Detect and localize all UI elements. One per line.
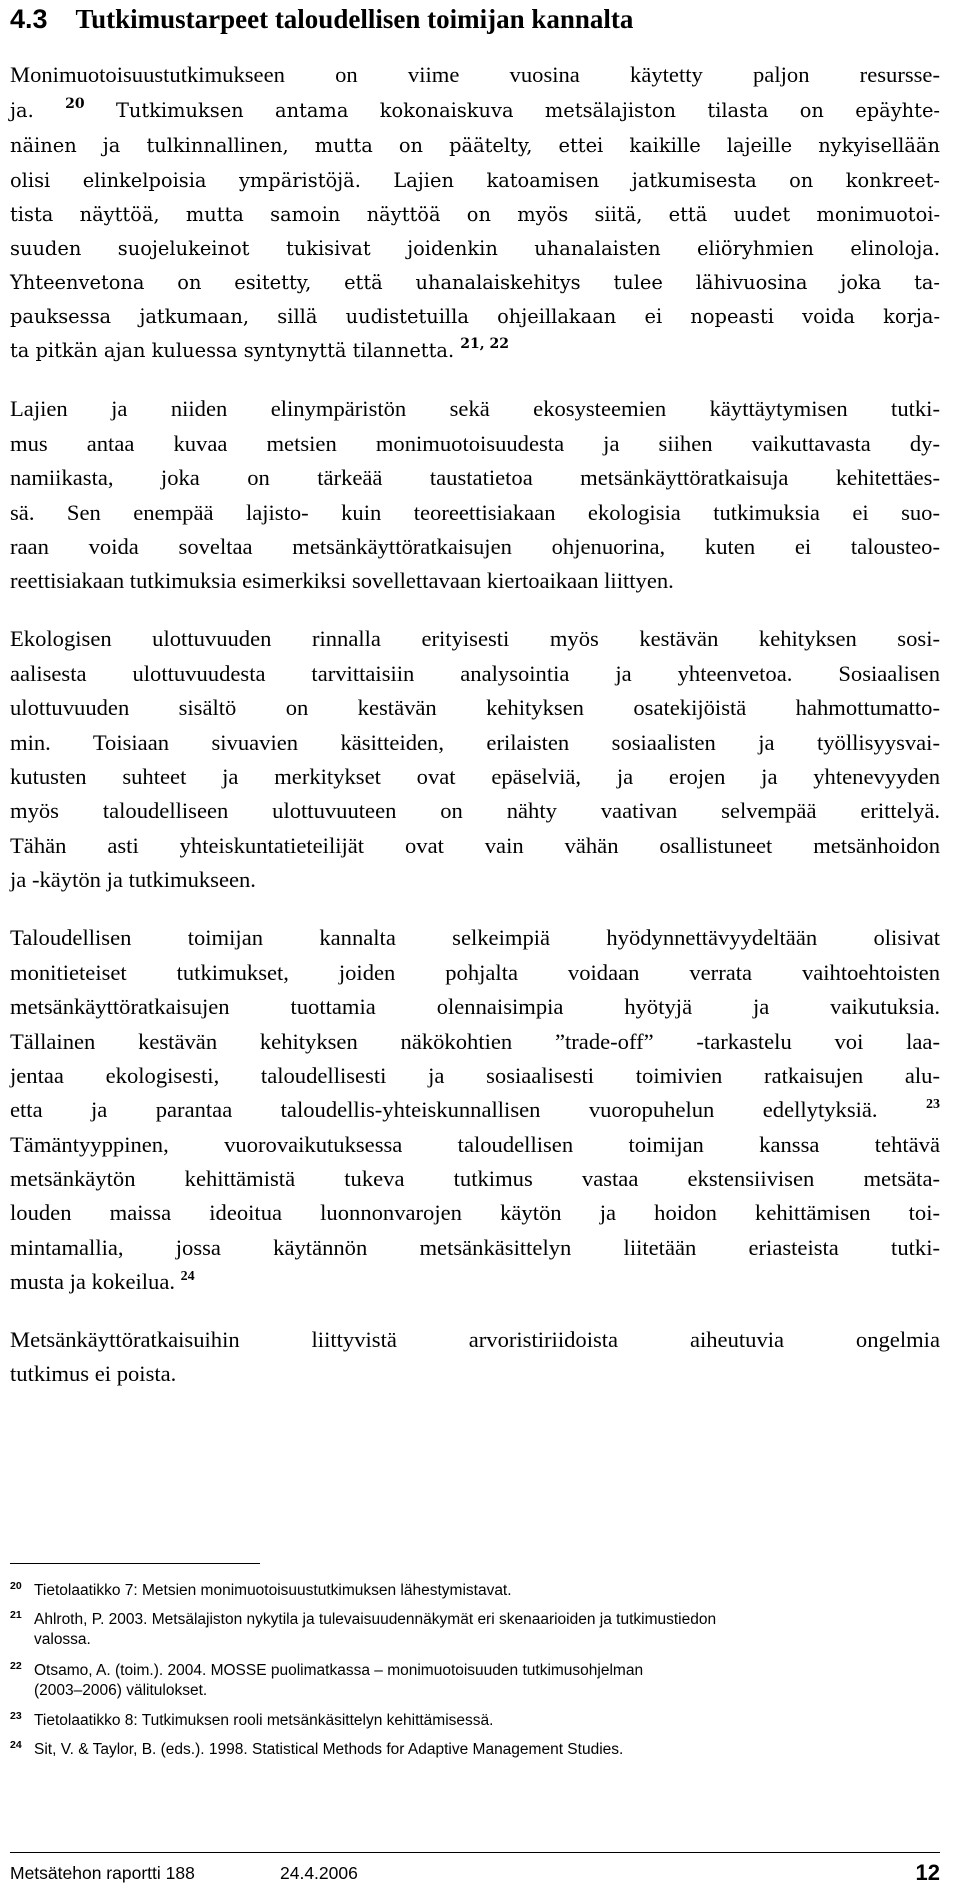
footnote-ref[interactable]: 21, 22 [460,336,509,352]
footnote-text: (2003–2006) välitulokset. [34,1682,208,1699]
page-number: 12 [915,1860,940,1885]
text-line: mintamallia, jossa käytännön metsänkäsittelyn liitetään eriasteista tutki- [10,1235,940,1260]
footnote-20 [10,1576,940,1601]
text-line: Taloudellisen toimijan kannalta selkeimpiä hyödynnettävyydeltään olisivat [10,925,940,950]
text-line: tutkimus ei poista. [10,1361,177,1386]
footnote-separator [10,1563,260,1564]
footnote-number: 24 [10,1739,22,1751]
text-line: Tähän asti yhteiskuntatieteilijät ovat vain vähän osallistuneet metsänhoidon [10,833,940,858]
text-line: metsänkäyttöratkaisujen tuottamia olennaisimpia hyötyjä ja vaikutuksia. [10,994,940,1019]
publication-name: Metsätehon raportti 188 [10,1863,195,1883]
footnote-ref[interactable]: 20 [65,96,85,112]
text-line: etta ja parantaa taloudellis-yhteiskunnallisen vuoropuhelun edellytyksiä. $^{23}$ [10,1097,940,1122]
footnote-24 [10,1735,940,1760]
text-line: raan voida soveltaa metsänkäyttöratkaisujen ohjenuorina, kuten ei talousteo- [10,534,940,559]
text-line: ta pitkän ajan kuluessa syntynyttä tilannetta. $^{21, 22}$ [10,336,509,362]
footnote-23 [10,1706,940,1731]
page-footer [10,1858,940,1888]
text-line: Metsänkäyttöratkaisuihin liittyvistä arvoristiriidoista aiheutuvia ongelmia [10,1327,940,1352]
text-line: kutusten suhteet ja merkitykset ovat epäselviä, ja erojen ja yhtenevyyden [10,764,940,789]
footnote-text: 23 Tietolaatikko 8: Tutkimuksen rooli metsänkäsittelyn kehittämisessä. [10,1706,940,1731]
text-line: myös taloudelliseen ulottuvuuteen on nähty vaativan selvempää erittelyä. [10,798,940,823]
text-line: louden maissa ideoitua luonnonvarojen käytön ja hoidon kehittämisen toi- [10,1200,940,1225]
text-line: aalisesta ulottuvuudesta tarvittaisiin analysointia ja yhteenvetoa. Sosiaalisen [10,661,940,686]
footnote-text: 20 Tietolaatikko 7: Metsien monimuotoisuustutkimuksen lähestymistavat. [10,1576,940,1601]
footnote-ref[interactable]: 23 [926,1097,940,1112]
text-line: Tällainen kestävän kehityksen näkökohtien ”trade-off” -tarkastelu voi laa- [10,1029,940,1054]
text-line: Yhteenvetona on esitetty, että uhanalaiskehitys tulee lähivuosina joka ta- [10,271,940,294]
footnote-ref[interactable]: 24 [180,1269,195,1284]
section-title: Tutkimustarpeet taloudellisen toimijan kannalta [75,4,634,34]
text-line: musta ja kokeilua. $^{24}$ [10,1269,195,1294]
footnote-text: valossa. [34,1631,91,1648]
footnote-number: 23 [10,1710,22,1722]
text-line: namiikasta, joka on tärkeää taustatietoa metsänkäyttöratkaisuja kehitettäes- [10,465,940,490]
text-line: ja -käytön ja tutkimukseen. [10,867,256,892]
footnote-21 [10,1605,940,1650]
footnote-number: 20 [10,1580,22,1592]
footnote-text: 22 Otsamo, A. (toim.). 2004. MOSSE puolimatkassa – monimuotoisuuden tutkimusohjelman [10,1656,940,1681]
section-number: 4.3 [10,4,48,34]
text-line: suuden suojelukeinot tukisivat joidenkin uhanalaisten eliöryhmien elinoloja. [10,237,940,260]
text-line: Ekologisen ulottuvuuden rinnalla erityisesti myös kestävän kehityksen sosi- [10,626,940,651]
text-line: ulottuvuuden sisältö on kestävän kehityksen osatekijöistä hahmottumatto- [10,695,940,720]
footnote-number: 21 [10,1609,22,1621]
text-line: olisi elinkelpoisia ympäristöjä. Lajien katoamisen jatkumisesta on konkreet- [10,169,940,192]
footnote-text: 24 Sit, V. & Taylor, B. (eds.). 1998. Statistical Methods for Adaptive Management Studies. [10,1735,940,1760]
text-line: metsänkäytön kehittämistä tukeva tutkimus vastaa ekstensiivisen metsäta- [10,1166,940,1191]
publication-date: 24.4.2006 [280,1863,358,1883]
section-heading [10,4,940,35]
footnote-22 [10,1656,940,1701]
text-line: näinen ja tulkinnallinen, mutta on päätelty, ettei kaikille lajeille nykyisellään [10,134,940,157]
footnote-number: 22 [10,1660,22,1672]
text-line: monitieteiset tutkimukset, joiden pohjalta voidaan verrata vaihtoehtoisten [10,960,940,985]
footer-rule [10,1852,940,1853]
text-line: Lajien ja niiden elinympäristön sekä ekosysteemien käyttäytymisen tutki- [10,396,940,421]
footnote-text: 21 Ahlroth, P. 2003. Metsälajiston nykytila ja tulevaisuudennäkymät eri skenaarioiden ja tutkimustiedon [10,1605,940,1630]
text-line: Tämäntyyppinen, vuorovaikutuksessa taloudellisen toimijan kanssa tehtävä [10,1132,940,1157]
text-line: jentaa ekologisesti, taloudellisesti ja sosiaalisesti toimivien ratkaisujen alu- [10,1063,940,1088]
text-line: sä. Sen enempää lajisto- kuin teoreettisiakaan ekologisia tutkimuksia ei suo- [10,500,940,525]
text-line: tista näyttöä, mutta samoin näyttöä on myös siitä, että uudet monimuotoi- [10,203,940,226]
text-line: pauksessa jatkumaan, sillä uudistetuilla ohjeillakaan ei nopeasti voida korja- [10,305,940,328]
text-line: Monimuotoisuustutkimukseen on viime vuosina käytetty paljon resursse- [10,62,940,87]
text-line: mus antaa kuvaa metsien monimuotoisuudesta ja siihen vaikuttavasta dy- [10,431,940,456]
text-line: ja. $^{20}$ Tutkimuksen antama kokonaiskuva metsälajiston tilasta on epäyhte- [10,96,940,122]
text-line: min. Toisiaan sivuavien käsitteiden, erilaisten sosiaalisten ja työllisyysvai- [10,730,940,755]
text-line: reettisiakaan tutkimuksia esimerkiksi sovellettavaan kiertoaikaan liittyen. [10,568,674,593]
